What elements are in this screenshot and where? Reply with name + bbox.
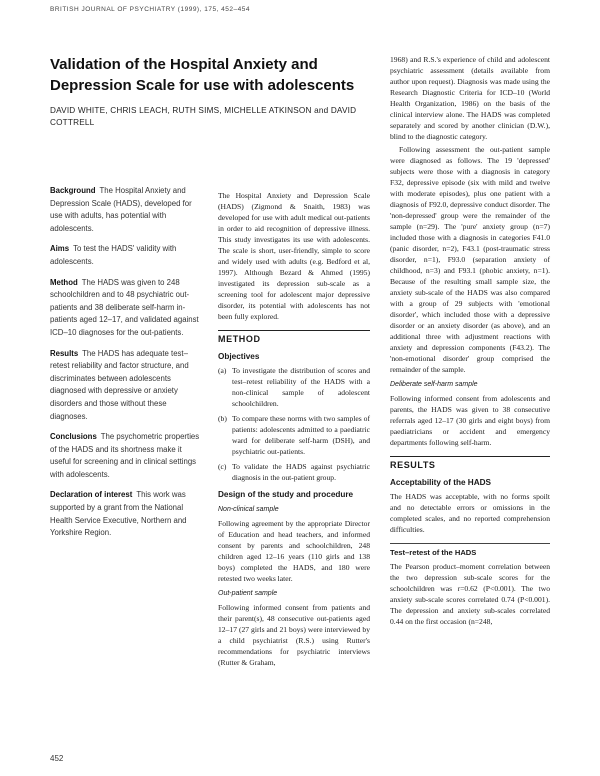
dsh-heading: Deliberate self-harm sample xyxy=(390,381,478,388)
running-head: BRITISH JOURNAL OF PSYCHIATRY (1999), 175, 452–454 xyxy=(50,6,250,13)
objective-item xyxy=(218,413,370,457)
article-title: Validation of the Hospital Anxiety and Depression Scale for use with adolescents xyxy=(50,56,355,94)
abstract-declaration xyxy=(50,489,202,539)
outpatient-heading: Out-patient sample xyxy=(218,590,278,597)
abstract-label: Results xyxy=(50,348,79,358)
abstract-method xyxy=(50,277,202,340)
diagnosis-paragraph: Following assessment the out-patient sample were diagnosed as follows. The 19 'depressed' subjects were those with a diagnosis in category F32, depressive episode (six with mild and twelve with moderate episodes), plus one patient with a diagnosis of F92.0, depressive conduct disorder. The 'non-depressed' group were the remainder of the sample (n=29). The 'pure' anxiety group (n=7) included those with a diagnosis in categories F41.0 (panic disorder, n=2), F43.1 (post-traumatic stress disorder, n=1), F93.0 (separation anxiety of childhood, n=3) and F93.1 (phobic anxiety, n=1). Because of the resulting small sample size, the anxiety sub-scale of the HADS was also compared with a group of 29 subjects with 'emotional disorder', which included those with a depressive disorder or an anxiety disorder (as above), and an additional three with adjustment reactions with anxiety and depression components (F43.2). The 'non-emotional disorder' group comprised the remainder of the sample. xyxy=(390,145,550,374)
objectives-heading: Objectives xyxy=(218,352,260,361)
abstract-text: This work was supported by a grant from the National Health Service Executive, Northern and Yorkshire Region. xyxy=(50,490,187,538)
outpatient-paragraph: Following informed consent from patients and their parent(s), 48 consecutive out-patients aged 12–17 (27 girls and 21 boys) were interviewed by a child psychiatrist (R.S.) using Rutter's recommendations for psychiatric interviews (Rutter & Graham, xyxy=(218,603,370,667)
dsh-paragraph: Following informed consent from adolescents and parents, the HADS was given to 38 consecutive referrals aged 12–17 (30 girls and eight boys) from paediatricians or accident and emergency departments following self-harm. xyxy=(390,394,550,447)
objective-item xyxy=(218,461,370,483)
abstract-text: The Hospital Anxiety and Depression Scale (HADS), developed for use with adults, has potential with adolescents. xyxy=(50,186,192,233)
body-column-right xyxy=(390,54,550,629)
abstract-label: Background xyxy=(50,186,96,195)
abstract-label: Declaration of interest xyxy=(50,490,133,500)
nonclinical-heading: Non-clinical sample xyxy=(218,506,279,513)
body-column-middle xyxy=(218,190,370,670)
objective-marker: (a) xyxy=(218,366,227,375)
method-heading: METHOD xyxy=(218,330,370,345)
design-heading: Design of the study and procedure xyxy=(218,490,354,499)
abstract xyxy=(50,185,202,548)
abstract-label: Aims xyxy=(50,244,70,254)
abstract-text: The psychometric properties of the HADS and its shortness make it useful for screening and in clinical settings with adolescents. xyxy=(50,432,200,479)
abstract-background xyxy=(50,185,202,235)
author-list: DAVID WHITE, CHRIS LEACH, RUTH SIMS, MICHELLE ATKINSON and DAVID COTTRELL xyxy=(50,106,357,127)
abstract-text: The HADS has adequate test–retest reliability and factor structure, and discriminates between adolescents diagnosed with depressive or anxiety disorders and those without these diagnoses. xyxy=(50,348,189,421)
nonclinical-paragraph: Following agreement by the appropriate Director of Education and head teachers, and informed consent by parents and schoolchildren, 248 children aged 12–16 years (110 girls and 138 boys) completed the HADS, and 180 were retested two weeks later. xyxy=(218,519,370,583)
outpatient-continued: 1968) and R.S.'s experience of child and adolescent psychiatric assessment (details available from author upon request). Diagnosis was made using the Research Diagnostic Criteria for ICD–10 (World Health Organization, 1986) on the basis of the clinical interview alone. The HADS was completed separately and scored by another clinician (D.W.), blind to the diagnostic category. xyxy=(390,55,550,141)
results-heading: RESULTS xyxy=(390,456,550,471)
abstract-conclusions xyxy=(50,431,202,481)
page-number: 452 xyxy=(50,754,64,763)
abstract-label: Conclusions xyxy=(50,432,97,442)
objective-text: To validate the HADS against psychiatric diagnosis in the out-patient group. xyxy=(232,462,370,482)
objective-marker: (c) xyxy=(218,462,227,471)
abstract-text: To test the HADS' validity with adolescents. xyxy=(50,244,177,266)
intro-paragraph: The Hospital Anxiety and Depression Scale (HADS) (Zigmond & Snaith, 1983) was developed for use with adult medical out-patients in order to aid recognition of depressive illness. This study investigates its use with adolescents. The scale is short, user-friendly, simple to score and widely used with adults (e.g. Bedford et al, 1997). Although Bezard & Ahmed (1995) investigated its depression sub-scale as a screening tool for adolescent major depressive disorder, its potential with adolescents has not been fully explored. xyxy=(218,191,370,321)
acceptability-paragraph: The HADS was acceptable, with no forms spoilt and no detectable errors or omissions in the completed scales, and no reported comprehension difficulties. xyxy=(390,492,550,534)
abstract-aims xyxy=(50,243,202,268)
objective-text: To compare these norms with two samples of patients: adolescents admitted to a paediatric ward for deliberate self-harm (DSH), and psychiatric out-patients. xyxy=(232,414,370,456)
objective-marker: (b) xyxy=(218,414,227,423)
abstract-label: Method xyxy=(50,277,78,287)
testretest-heading: Test–retest of the HADS xyxy=(390,543,550,558)
objective-item xyxy=(218,365,370,409)
testretest-paragraph: The Pearson product–moment correlation between the two depression sub-scale scores for the schoolchildren was r=0.62 (P<0.001). The two anxiety sub-scale scores correlated 0.74 (P<0.001). The depression and anxiety sub-scales correlated 0.44 on the first occasion (n=248, xyxy=(390,562,550,626)
acceptability-heading: Acceptability of the HADS xyxy=(390,478,491,487)
abstract-text: The HADS was given to 248 schoolchildren and to 48 psychiatric out-patients and 38 deliberate self-harm in-patients aged 12–17, and validated against ICD–10 diagnoses for the out-patients. xyxy=(50,277,199,337)
abstract-results xyxy=(50,348,202,424)
title-block xyxy=(50,54,380,129)
objective-text: To investigate the distribution of scores and test–retest reliability of the HADS with a non-clinical sample of adolescent schoolchildren. xyxy=(232,366,370,408)
